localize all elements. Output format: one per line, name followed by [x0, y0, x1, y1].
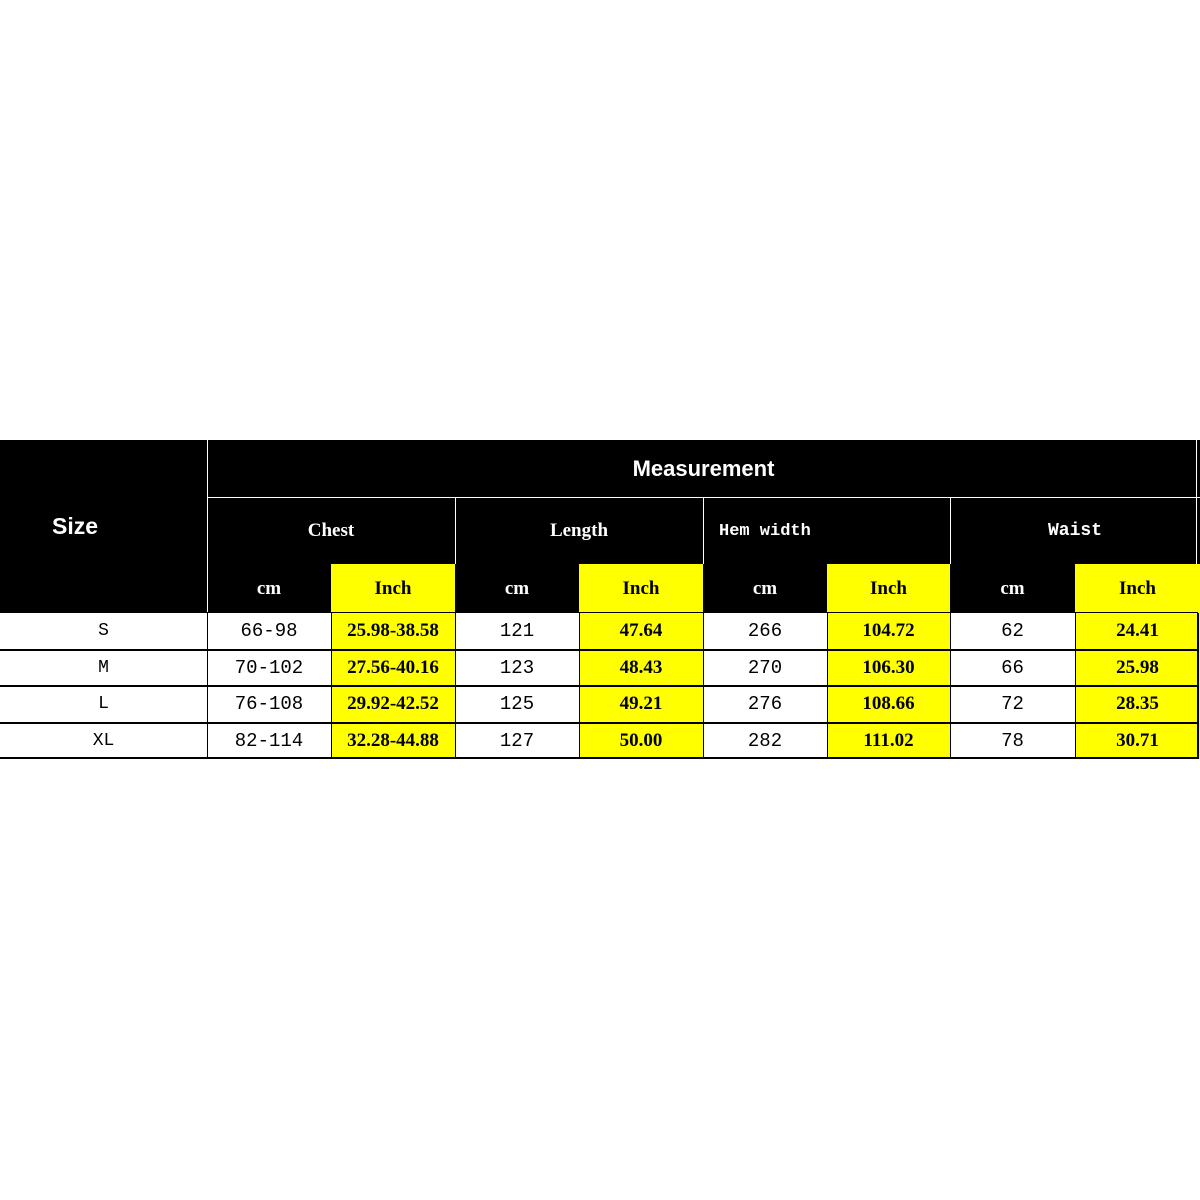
header-divider	[208, 497, 1200, 498]
group-header-length: Length	[455, 498, 703, 564]
value-cell-chest-inch: 27.56-40.16	[331, 650, 455, 687]
value-cell-hem-width-cm: 270	[703, 650, 827, 687]
size-cell: S	[0, 613, 207, 650]
header-divider	[950, 498, 951, 564]
value-cell-waist-inch: 28.35	[1075, 686, 1200, 723]
value-cell-chest-cm: 70-102	[207, 650, 331, 687]
value-cell-chest-cm: 76-108	[207, 686, 331, 723]
value-cell-hem-width-cm: 282	[703, 723, 827, 760]
value-cell-hem-width-cm: 266	[703, 613, 827, 650]
size-cell: L	[0, 686, 207, 723]
value-cell-length-inch: 50.00	[579, 723, 703, 760]
column-divider	[579, 613, 580, 759]
unit-header-length-inch: Inch	[579, 564, 703, 613]
row-divider	[0, 757, 1198, 759]
value-cell-chest-cm: 66-98	[207, 613, 331, 650]
column-divider	[1075, 613, 1076, 759]
row-divider	[0, 649, 1198, 651]
value-cell-waist-cm: 72	[950, 686, 1075, 723]
unit-header-waist-inch: Inch	[1075, 564, 1200, 613]
value-cell-length-inch: 47.64	[579, 613, 703, 650]
size-column-header: Size	[0, 440, 207, 613]
value-cell-hem-width-cm: 276	[703, 686, 827, 723]
measurement-title: Measurement	[207, 440, 1200, 498]
value-cell-hem-width-inch: 104.72	[827, 613, 950, 650]
header-divider	[455, 498, 456, 564]
group-header-chest: Chest	[207, 498, 455, 564]
unit-header-waist-cm: cm	[950, 564, 1075, 613]
value-cell-length-inch: 48.43	[579, 650, 703, 687]
size-cell: XL	[0, 723, 207, 760]
column-divider	[1197, 613, 1199, 759]
row-divider	[0, 612, 1198, 613]
value-cell-waist-inch: 25.98	[1075, 650, 1200, 687]
value-cell-length-cm: 127	[455, 723, 579, 760]
value-cell-length-cm: 123	[455, 650, 579, 687]
value-cell-waist-cm: 66	[950, 650, 1075, 687]
unit-header-hem-width-cm: cm	[703, 564, 827, 613]
unit-header-chest-cm: cm	[207, 564, 331, 613]
value-cell-waist-inch: 24.41	[1075, 613, 1200, 650]
header-divider	[703, 498, 704, 564]
group-header-waist: Waist	[950, 498, 1200, 564]
column-divider	[703, 613, 704, 759]
size-cell: M	[0, 650, 207, 687]
column-divider	[950, 613, 951, 759]
value-cell-chest-inch: 29.92-42.52	[331, 686, 455, 723]
value-cell-length-cm: 125	[455, 686, 579, 723]
unit-header-hem-width-inch: Inch	[827, 564, 950, 613]
value-cell-hem-width-inch: 111.02	[827, 723, 950, 760]
column-divider	[455, 613, 456, 759]
value-cell-length-cm: 121	[455, 613, 579, 650]
row-divider	[0, 722, 1198, 724]
header-divider	[1196, 440, 1197, 564]
value-cell-waist-cm: 62	[950, 613, 1075, 650]
value-cell-waist-cm: 78	[950, 723, 1075, 760]
value-cell-chest-cm: 82-114	[207, 723, 331, 760]
value-cell-hem-width-inch: 108.66	[827, 686, 950, 723]
unit-header-length-cm: cm	[455, 564, 579, 613]
value-cell-waist-inch: 30.71	[1075, 723, 1200, 760]
row-divider	[0, 685, 1198, 687]
column-divider	[331, 613, 332, 759]
column-divider	[207, 613, 208, 759]
value-cell-hem-width-inch: 106.30	[827, 650, 950, 687]
size-chart-table	[0, 440, 1200, 760]
value-cell-chest-inch: 32.28-44.88	[331, 723, 455, 760]
header-divider	[207, 440, 208, 613]
group-header-hem-width: Hem width	[703, 498, 950, 564]
column-divider	[827, 613, 828, 759]
value-cell-chest-inch: 25.98-38.58	[331, 613, 455, 650]
value-cell-length-inch: 49.21	[579, 686, 703, 723]
unit-header-chest-inch: Inch	[331, 564, 455, 613]
